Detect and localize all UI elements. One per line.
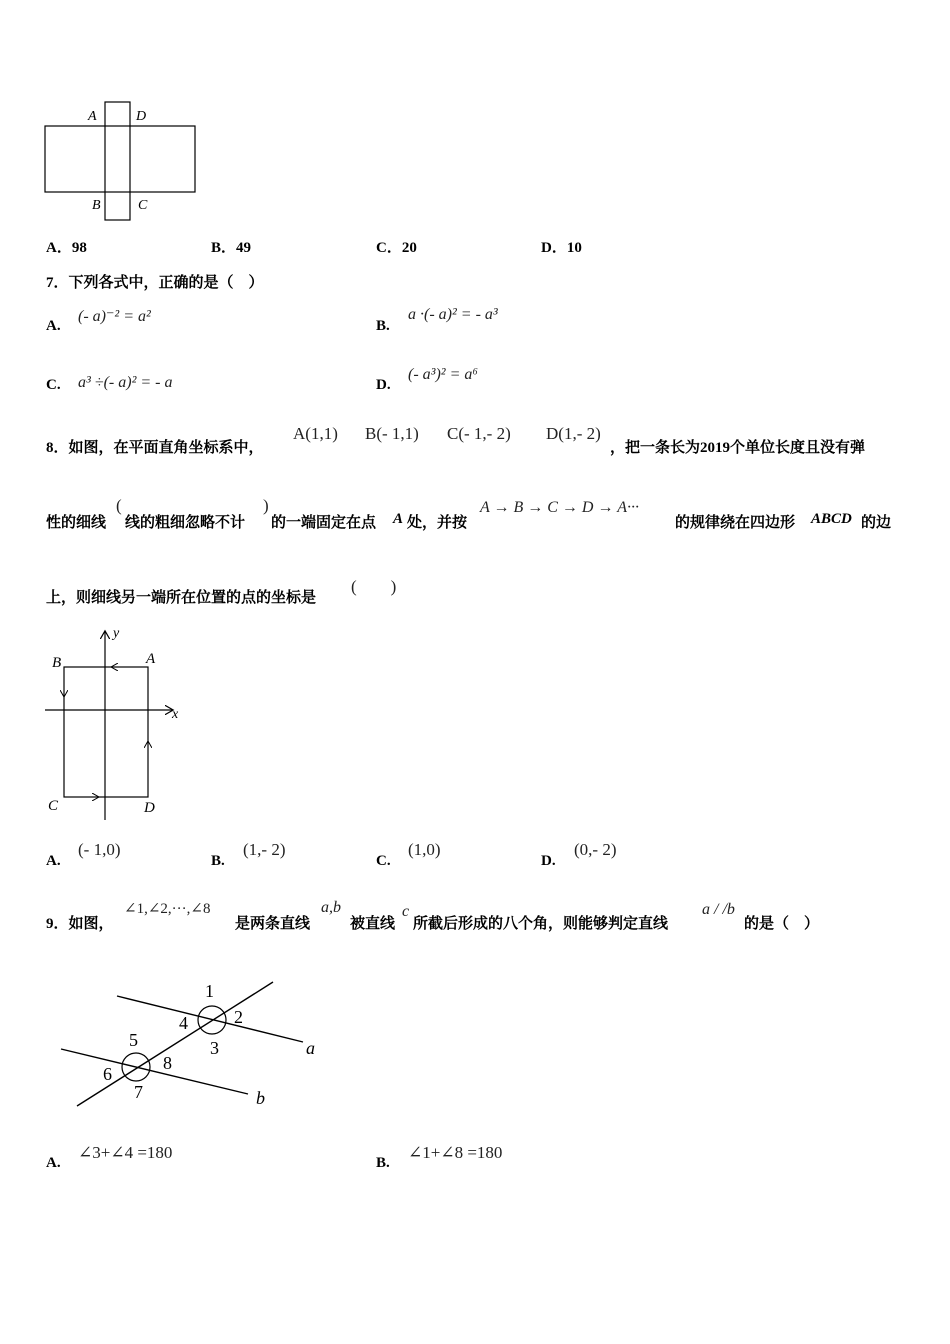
q7-option-a-expr: (- a)⁻² = a² bbox=[78, 308, 151, 325]
q8-line1-prefix: 8．如图，在平面直角坐标系中， bbox=[46, 440, 264, 456]
q9-lines-ab: a,b bbox=[321, 899, 341, 916]
q7-option-d-expr: (- a³)² = a⁶ bbox=[408, 366, 478, 383]
figure-q8-coordinate-plane bbox=[40, 620, 200, 830]
q8-line2-point-a: A bbox=[393, 511, 404, 527]
q9-line-c: c bbox=[402, 903, 410, 920]
figure-q9-label-3: 3 bbox=[210, 1038, 219, 1058]
figure-q9-label-b: b bbox=[256, 1088, 265, 1108]
figure-q9-label-6: 6 bbox=[103, 1064, 112, 1084]
figure-q6-horizontal-rect bbox=[45, 126, 195, 192]
figure-q9-line-c bbox=[77, 982, 273, 1106]
figure-q6-label-c: C bbox=[138, 198, 148, 213]
figure-q9-label-2: 2 bbox=[234, 1007, 243, 1027]
q7-option-a-letter[interactable]: A. bbox=[46, 318, 61, 334]
q8-point-b: B(- 1,1) bbox=[365, 424, 419, 443]
q8-option-a-letter[interactable]: A. bbox=[46, 853, 61, 869]
q6-option-a[interactable]: A．98 bbox=[46, 240, 87, 256]
figure-q9-line-a bbox=[117, 996, 303, 1042]
q8-line2-e: 的规律绕在四边形 bbox=[675, 515, 796, 531]
q7-option-b-letter[interactable]: B. bbox=[376, 318, 390, 334]
figure-q6-cross-shape bbox=[40, 96, 210, 226]
figure-q9-parallel-lines bbox=[55, 970, 335, 1115]
q8-line2-paren-close: ) bbox=[263, 496, 269, 515]
q8-option-b-letter[interactable]: B. bbox=[211, 853, 225, 869]
figure-q8-label-c: C bbox=[48, 798, 59, 814]
q9-angles: ∠1,∠2,···,∠8 bbox=[124, 901, 211, 917]
q7-option-b-expr: a ·(- a)² = - a³ bbox=[408, 306, 498, 323]
q9-option-b-letter[interactable]: B. bbox=[376, 1155, 390, 1171]
q8-answer-blank[interactable]: ( ) bbox=[351, 577, 397, 596]
q9-suffix: 的是（ ） bbox=[744, 916, 820, 932]
figure-q6-label-d: D bbox=[136, 109, 147, 124]
q8-option-d-expr: (0,- 2) bbox=[574, 840, 617, 859]
q9-option-a-expr: ∠3+∠4 =180 bbox=[78, 1143, 173, 1162]
figure-q8-label-d: D bbox=[144, 800, 155, 816]
figure-q9-label-5: 5 bbox=[129, 1030, 138, 1050]
q8-line2-abcd: ABCD bbox=[811, 511, 852, 527]
figure-q9-label-4: 4 bbox=[179, 1013, 188, 1033]
figure-q6-vertical-rect bbox=[105, 102, 130, 220]
q8-option-d-letter[interactable]: D. bbox=[541, 853, 556, 869]
q8-line2-d: 处，并按 bbox=[407, 515, 468, 531]
q7-stem: 7．下列各式中，正确的是（ ） bbox=[46, 275, 264, 291]
q8-line3: 上，则细线另一端所在位置的点的坐标是 bbox=[46, 590, 317, 606]
q9-prefix: 9．如图， bbox=[46, 916, 114, 932]
q8-line2-b: 线的粗细忽略不计 bbox=[125, 515, 246, 531]
q9-mid3: 所截后形成的八个角，则能够判定直线 bbox=[413, 916, 669, 932]
figure-q8-label-b: B bbox=[52, 655, 62, 671]
figure-q9-label-8: 8 bbox=[163, 1053, 172, 1073]
q9-option-a-letter[interactable]: A. bbox=[46, 1155, 61, 1171]
q8-line2-c: 的一端固定在点 bbox=[271, 515, 377, 531]
figure-q9-line-b bbox=[61, 1049, 248, 1094]
q6-option-b[interactable]: B．49 bbox=[211, 240, 252, 256]
q7-option-c-expr: a³ ÷(- a)² = - a bbox=[78, 374, 173, 391]
q8-line2-a: 性的细线 bbox=[46, 515, 107, 531]
q8-option-a-expr: (- 1,0) bbox=[78, 840, 121, 859]
figure-q8-label-x: x bbox=[172, 707, 179, 722]
q9-mid1: 是两条直线 bbox=[235, 916, 311, 932]
q9-parallel: a / /b bbox=[702, 901, 735, 918]
q7-option-d-letter[interactable]: D. bbox=[376, 377, 391, 393]
figure-q9-label-1: 1 bbox=[205, 981, 214, 1001]
q6-option-c[interactable]: C．20 bbox=[376, 240, 417, 256]
q7-option-c-letter[interactable]: C. bbox=[46, 377, 61, 393]
figure-q8-label-y: y bbox=[113, 626, 120, 641]
figure-q8-rectangle bbox=[64, 667, 148, 797]
q9-option-b-expr: ∠1+∠8 =180 bbox=[408, 1143, 503, 1162]
figure-q6-label-b: B bbox=[92, 198, 101, 213]
q8-line1-suffix: ，把一条长为2019个单位长度且没有弹 bbox=[610, 440, 866, 456]
q8-point-d: D(1,- 2) bbox=[546, 424, 601, 443]
q6-option-d[interactable]: D．10 bbox=[541, 240, 582, 256]
q8-point-c: C(- 1,- 2) bbox=[447, 424, 511, 443]
q9-mid2: 被直线 bbox=[350, 916, 396, 932]
q8-line2-paren-open: ( bbox=[116, 496, 122, 515]
figure-q9-label-7: 7 bbox=[134, 1082, 143, 1102]
q8-path: A → B → C → D → A··· bbox=[480, 499, 639, 516]
figure-q8-label-a: A bbox=[146, 651, 156, 667]
q8-line2-f: 的边 bbox=[861, 515, 892, 531]
q8-option-c-letter[interactable]: C. bbox=[376, 853, 391, 869]
q8-option-b-expr: (1,- 2) bbox=[243, 840, 286, 859]
q8-option-c-expr: (1,0) bbox=[408, 840, 441, 859]
figure-q6-label-a: A bbox=[88, 109, 97, 124]
q8-point-a: A(1,1) bbox=[293, 424, 338, 443]
figure-q9-label-a: a bbox=[306, 1038, 315, 1058]
